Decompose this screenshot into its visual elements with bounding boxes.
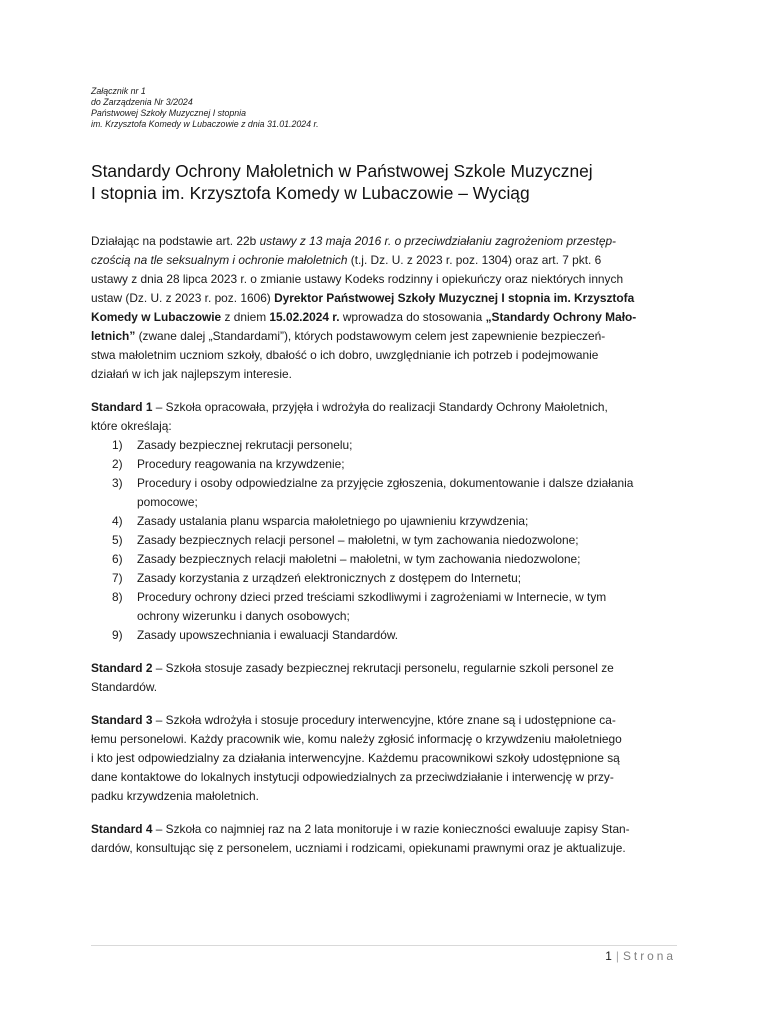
- list-item: 6) Zasady bezpiecznych relacji małoletni – małoletni, w tym zachowania niedozwolone;: [112, 552, 581, 566]
- list-item: 4) Zasady ustalania planu wsparcia małoletniego po ujawnieniu krzywdzenia;: [112, 514, 529, 528]
- intro-paragraph: Działając na podstawie art. 22b ustawy z 13 maja 2016 r. o przeciwdziałaniu zagrożeniom przestęp- czością na tle seksualnym i ochronie małoletnich (t.j. Dz. U. z 2023 r. poz. 1304) oraz art. 7 pkt. 6 ustawy z dnia 28 lipca 2023 r. o zmianie ustawy Kodeks rodzinny i opiekuńczy oraz niektórych innych ustaw (Dz. U. z 2023 r. poz. 1606) Dyrektor Państwowej Szkoły Muzycznej I stopnia im. Krzysztofa Komedy w Lubaczowie z dniem 15.02.2024 r. wprowadza do stosowania „Standardy Ochrony Mało- letnich” (zwane dalej „Standardami”), których podstawowym celem jest zapewnienie bezpieczeń- stwa małoletnim uczniom szkoły, dbałość o ich dobro, uwzględnianie ich potrzeb i podejmowanie działań w ich jak najlepszym interesie.: [91, 234, 637, 381]
- list-item: 1) Zasady bezpiecznej rekrutacji personelu;: [112, 438, 353, 452]
- list-item: 3) Procedury i osoby odpowiedzialne za przyjęcie zgłoszenia, dokumentowanie i dalsze działania pomocowe;: [112, 476, 634, 509]
- standard-label: Standard 4: [91, 822, 153, 836]
- footer-separator: |: [615, 949, 619, 963]
- title-line-1: Standardy Ochrony Małoletnich w Państwowej Szkole Muzycznej: [91, 161, 593, 181]
- list-item: 9) Zasady upowszechniania i ewaluacji Standardów.: [112, 628, 399, 642]
- standard-4: Standard 4 – Szkoła co najmniej raz na 2 lata monitoruje i w razie konieczności ewaluuje zapisy Stan- dardów, konsultując się z personelem, uczniami i rodzicami, opiekunami prawnymi oraz je aktualizuje.: [91, 822, 630, 855]
- attachment-line: im. Krzysztofa Komedy w Lubaczowie z dnia 31.01.2024 r.: [91, 119, 319, 129]
- standard-label: Standard 3: [91, 713, 153, 727]
- list-item: 8) Procedury ochrony dzieci przed treściami szkodliwymi i zagrożeniami w Internecie, w tym ochrony wizerunku i danych osobowych;: [112, 590, 607, 623]
- standard-label: Standard 1: [91, 400, 153, 414]
- document-title: [91, 160, 677, 204]
- attachment-line: Państwowej Szkoły Muzycznej I stopnia: [91, 108, 246, 118]
- standard-3: Standard 3 – Szkoła wdrożyła i stosuje procedury interwencyjne, które znane są i udostępnione ca- łemu personelowi. Każdy pracownik wie, komu należy zgłosić informację o krzywdzeniu małoletniego i kto jest odpowiedzialny za działania interwencyjne. Każdemu pracownikowi szkoły udostępnione są dane kontaktowe do lokalnych instytucji odpowiedzialnych za przeciwdziałanie i interwencję w przy- padku krzywdzenia małoletnich.: [91, 713, 622, 803]
- list-item: 7) Zasady korzystania z urządzeń elektronicznych z dostępem do Internetu;: [112, 571, 522, 585]
- footer-divider: [91, 945, 677, 946]
- attachment-line: Załącznik nr 1: [91, 86, 146, 96]
- attachment-line: do Zarządzenia Nr 3/2024: [91, 97, 193, 107]
- list-item: 2) Procedury reagowania na krzywdzenie;: [112, 457, 345, 471]
- page-footer: [605, 947, 676, 965]
- standard-1-list: [91, 436, 677, 645]
- standard-label: Standard 2: [91, 661, 153, 675]
- standard-1: Standard 1 – Szkoła opracowała, przyjęła i wdrożyła do realizacji Standardy Ochrony Małoletnich, które określają:: [91, 400, 608, 433]
- standard-2: Standard 2 – Szkoła stosuje zasady bezpiecznej rekrutacji personelu, regularnie szkoli personel ze Standardów.: [91, 661, 614, 694]
- attachment-header: [91, 86, 677, 130]
- page-label: Strona: [622, 949, 676, 963]
- page-number: 1: [605, 949, 612, 963]
- title-line-2: I stopnia im. Krzysztofa Komedy w Lubaczowie – Wyciąg: [91, 183, 530, 203]
- document-page: [91, 86, 677, 858]
- list-item: 5) Zasady bezpiecznych relacji personel – małoletni, w tym zachowania niedozwolone;: [112, 533, 579, 547]
